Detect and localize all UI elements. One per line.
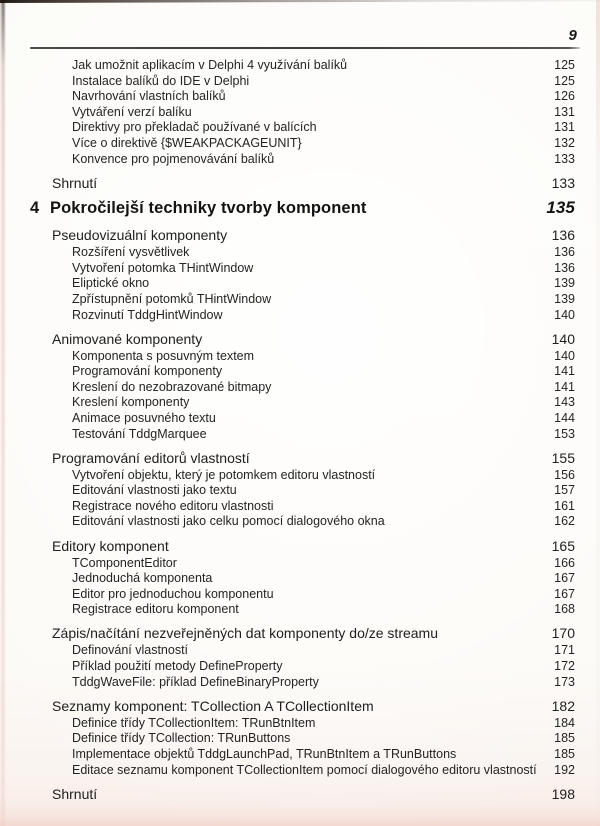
entry-title: Zpřístupnění potomků THintWindow bbox=[72, 291, 272, 306]
entry-page-number: 131 bbox=[554, 104, 575, 119]
entry-page-number: 125 bbox=[554, 73, 575, 88]
toc-row bbox=[30, 308, 575, 324]
scan-edge-left bbox=[0, 0, 6, 826]
entry-page-number: 131 bbox=[554, 120, 575, 135]
toc-row bbox=[30, 556, 575, 572]
toc-row bbox=[30, 763, 575, 779]
toc-row bbox=[30, 89, 575, 105]
entry-page-number: 140 bbox=[551, 330, 575, 347]
entry-title: Animované komponenty bbox=[52, 330, 203, 347]
entry-title: Instalace balíků do IDE v Delphi bbox=[72, 73, 250, 88]
entry-title: Animace posuvného textu bbox=[72, 411, 216, 425]
entry-page-number: 136 bbox=[554, 260, 575, 275]
entry-title: Editor pro jednoduchou komponentu bbox=[72, 586, 274, 601]
entry-title: Pokročilejší techniky tvorby komponent bbox=[50, 198, 367, 217]
entry-page-number: 198 bbox=[551, 785, 575, 802]
toc-row bbox=[30, 380, 575, 396]
toc-row bbox=[30, 329, 575, 349]
entry-page-number: 185 bbox=[554, 731, 575, 746]
toc-row bbox=[30, 395, 575, 411]
entry-page-number: 161 bbox=[554, 498, 575, 513]
entry-page-number: 173 bbox=[554, 674, 575, 689]
entry-page-number: 143 bbox=[554, 395, 575, 410]
entry-page-number: 155 bbox=[551, 449, 575, 466]
toc-row bbox=[30, 716, 575, 732]
entry-title: Vytvoření objektu, který je potomkem editoru vlastností bbox=[72, 467, 376, 482]
entry-title: Editory komponent bbox=[52, 537, 169, 554]
entry-title: Editování vlastnosti jako textu bbox=[72, 483, 237, 498]
entry-page-number: 139 bbox=[554, 276, 575, 291]
entry-title: Pseudovizuální komponenty bbox=[52, 227, 228, 244]
entry-page-number: 140 bbox=[554, 307, 575, 322]
toc-row bbox=[30, 74, 575, 90]
toc-row bbox=[30, 120, 575, 136]
entry-page-number: 157 bbox=[554, 483, 575, 498]
entry-title: Navrhování vlastních balíků bbox=[72, 89, 226, 104]
entry-page-number: 140 bbox=[554, 348, 575, 363]
entry-page-number: 139 bbox=[554, 291, 575, 306]
toc-row bbox=[30, 152, 575, 168]
entry-page-number: 133 bbox=[551, 174, 575, 191]
chapter-row bbox=[30, 196, 575, 220]
toc-row bbox=[30, 276, 575, 292]
entry-title: Editace seznamu komponent TCollectionItem pomocí dialogového editoru vlastností bbox=[72, 762, 537, 777]
entry-title: Programování editorů vlastností bbox=[52, 449, 250, 466]
entry-page-number: 136 bbox=[554, 245, 575, 260]
entry-page-number: 168 bbox=[554, 602, 575, 617]
entry-page-number: 192 bbox=[554, 762, 575, 777]
entry-page-number: 153 bbox=[554, 426, 575, 441]
toc-row bbox=[30, 105, 575, 121]
toc-row bbox=[30, 514, 575, 530]
entry-title: Konvence pro pojmenovávání balíků bbox=[72, 151, 275, 166]
toc-row bbox=[30, 623, 575, 643]
entry-page-number: 182 bbox=[551, 697, 575, 714]
toc-row bbox=[30, 659, 575, 675]
entry-title: Programování komponenty bbox=[72, 364, 223, 379]
toc-row bbox=[30, 468, 575, 484]
entry-title: Komponenta s posuvným textem bbox=[72, 348, 255, 363]
entry-title: Příklad použití metody DefineProperty bbox=[72, 659, 283, 674]
entry-title: Shrnutí bbox=[52, 785, 98, 802]
entry-page-number: 184 bbox=[554, 715, 575, 730]
toc-row bbox=[30, 536, 575, 556]
entry-title: Editování vlastnosti jako celku pomocí dialogového okna bbox=[72, 514, 385, 529]
entry-title: TComponentEditor bbox=[72, 555, 177, 570]
entry-title: Testování TddgMarquee bbox=[72, 426, 207, 441]
entry-page-number: 167 bbox=[554, 571, 575, 586]
entry-title: Jednoduchá komponenta bbox=[72, 571, 213, 586]
entry-title: Registrace editoru komponent bbox=[72, 602, 239, 617]
scan-edge-top bbox=[0, 0, 600, 3]
toc-row bbox=[30, 225, 575, 245]
entry-page-number: 136 bbox=[551, 227, 575, 244]
entry-title: Shrnutí bbox=[52, 174, 98, 191]
entry-page-number: 135 bbox=[546, 197, 575, 217]
entry-title: TddgWaveFile: příklad DefineBinaryProperty bbox=[72, 674, 319, 689]
entry-page-number: 170 bbox=[551, 625, 575, 642]
toc-list bbox=[30, 58, 575, 804]
scan-edge-right bbox=[596, 0, 600, 826]
entry-page-number: 133 bbox=[554, 151, 575, 166]
scan-edge-bottom bbox=[0, 804, 600, 826]
toc-row bbox=[30, 587, 575, 603]
toc-row bbox=[30, 602, 575, 618]
toc-row bbox=[30, 696, 575, 716]
toc-row bbox=[30, 427, 575, 443]
toc-row bbox=[30, 292, 575, 308]
toc-row bbox=[30, 136, 575, 152]
entry-page-number: 171 bbox=[554, 643, 575, 658]
entry-page-number: 125 bbox=[554, 58, 575, 72]
entry-title: Rozšíření vysvětlivek bbox=[72, 245, 190, 260]
entry-page-number: 132 bbox=[554, 135, 575, 150]
entry-page-number: 166 bbox=[554, 555, 575, 570]
entry-page-number: 144 bbox=[554, 411, 575, 425]
entry-title: Kreslení komponenty bbox=[72, 395, 190, 410]
entry-title: Definice třídy TCollectionItem: TRunBtnItem bbox=[72, 715, 316, 730]
entry-title: Rozvinutí TddgHintWindow bbox=[72, 307, 223, 322]
entry-page-number: 185 bbox=[554, 746, 575, 761]
toc-row bbox=[30, 747, 575, 763]
toc-row bbox=[30, 364, 575, 380]
entry-page-number: 141 bbox=[554, 379, 575, 394]
toc-row bbox=[30, 731, 575, 747]
toc-row bbox=[30, 643, 575, 659]
toc-row bbox=[30, 675, 575, 691]
entry-title: Definice třídy TCollection: TRunButtons bbox=[72, 731, 291, 746]
entry-title: Více o direktivě {$WEAKPACKAGEUNIT} bbox=[72, 135, 302, 150]
entry-page-number: 141 bbox=[554, 364, 575, 379]
toc-row bbox=[30, 784, 575, 804]
entry-title: Vytváření verzí balíku bbox=[72, 104, 192, 119]
entry-title: Direktivy pro překladač používané v balících bbox=[72, 120, 317, 135]
entry-title: Kreslení do nezobrazované bitmapy bbox=[72, 379, 272, 394]
toc-row bbox=[30, 261, 575, 277]
entry-title: Jak umožnit aplikacím v Delphi 4 využívání balíků bbox=[72, 58, 348, 72]
chapter-number: 4 bbox=[30, 198, 40, 217]
entry-title: Implementace objektů TddgLaunchPad, TRunBtnItem a TRunButtons bbox=[72, 746, 457, 761]
toc-row bbox=[30, 571, 575, 587]
toc-row bbox=[30, 448, 575, 468]
entry-page-number: 156 bbox=[554, 467, 575, 482]
toc-row bbox=[30, 483, 575, 499]
entry-page-number: 162 bbox=[554, 514, 575, 529]
toc-row bbox=[30, 411, 575, 427]
toc-row bbox=[30, 58, 575, 74]
entry-title: Zápis/načítání nezveřejněných dat komponenty do/ze streamu bbox=[52, 625, 438, 642]
entry-page-number: 165 bbox=[551, 537, 575, 554]
header-rule bbox=[30, 47, 580, 49]
entry-title: Eliptické okno bbox=[72, 276, 150, 291]
toc-row bbox=[30, 499, 575, 515]
entry-page-number: 167 bbox=[554, 586, 575, 601]
entry-title: Vytvoření potomka THintWindow bbox=[72, 260, 254, 275]
toc-row bbox=[30, 245, 575, 261]
entry-page-number: 172 bbox=[554, 659, 575, 674]
page-number: 9 bbox=[568, 27, 577, 44]
entry-page-number: 126 bbox=[554, 89, 575, 104]
entry-title: Registrace nového editoru vlastnosti bbox=[72, 498, 274, 513]
toc-row bbox=[30, 349, 575, 365]
toc-row bbox=[30, 173, 575, 193]
entry-title: Seznamy komponent: TCollection A TCollectionItem bbox=[52, 697, 374, 714]
entry-title: Definování vlastností bbox=[72, 643, 189, 658]
